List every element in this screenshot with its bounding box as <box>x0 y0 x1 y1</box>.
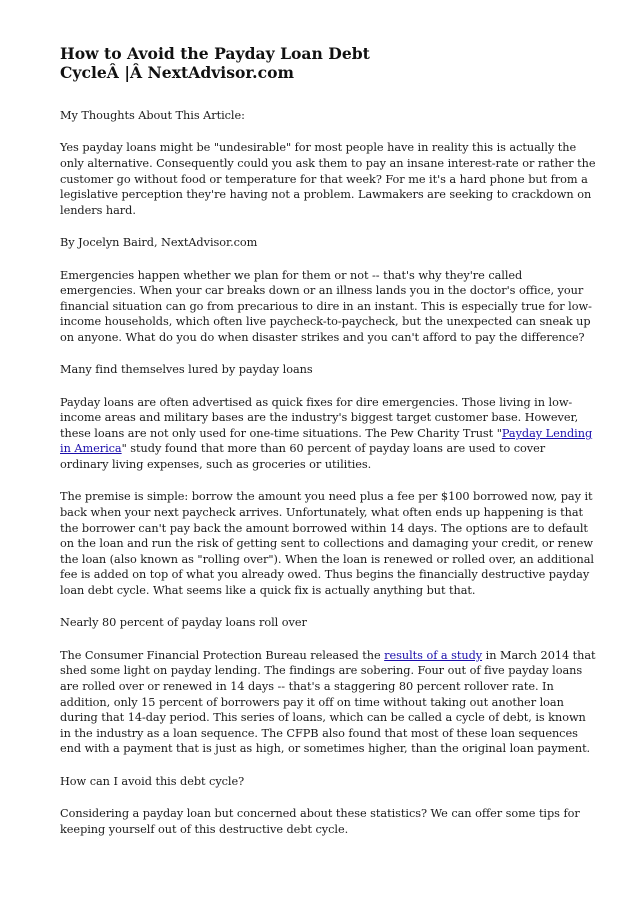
byline: By Jocelyn Baird, NextAdvisor.com <box>60 236 258 250</box>
study-results-link[interactable]: results of a study <box>384 648 483 662</box>
payday-lending-link[interactable]: Payday Lending in America <box>60 426 593 456</box>
paragraph-thoughts: Yes payday loans might be "undesirable" for most people have in reality this is actually the only alternative. Consequently could you ask them to pay an insane interest-rate or rather the customer go without food or temperature for that week? For me it's a hard phone but from a legislative perception they're having not a problem. Lawmakers are seeking to crackdown on lenders hard. <box>60 141 596 217</box>
paragraph-cfpb <box>60 648 596 757</box>
subheading-lured: Many find themselves lured by payday loans <box>60 363 313 377</box>
paragraph-text: Payday loans are often advertised as quick fixes for dire emergencies. Those living in low-income areas and military bases are the industry's biggest target customer base. However, these loans are not only used for one-time situations. The Pew Charity Trust " <box>60 395 579 440</box>
subheading-avoid: How can I avoid this debt cycle? <box>60 774 245 788</box>
page-title: How to Avoid the Payday Loan Debt CycleÂ |Â NextAdvisor.com <box>60 44 370 82</box>
subheading-rollover: Nearly 80 percent of payday loans roll over <box>60 616 307 630</box>
paragraph-premise: The premise is simple: borrow the amount you need plus a fee per $100 borrowed now, pay it back when your next paycheck arrives. Unfortunately, what often ends up happening is that the borrower can't pay back the amount borrowed within 14 days. The options are to default on the loan and run the risk of getting sent to collections and damaging your credit, or renew the loan (also known as "rolling over"). When the loan is renewed or rolled over, an additional fee is added on top of what you already owed. Thus begins the financially destructive payday loan debt cycle. What seems like a quick fix is actually anything but that. <box>60 490 594 598</box>
paragraph-thoughts-heading: My Thoughts About This Article: <box>60 109 245 122</box>
paragraph-advertised <box>60 395 596 473</box>
paragraph-tips: Considering a payday loan but concerned about these statistics? We can offer some tips for keeping yourself out of this destructive debt cycle. <box>60 807 580 836</box>
paragraph-text: The Consumer Financial Protection Bureau released the <box>60 648 385 662</box>
paragraph-text: in March 2014 that shed some light on payday lending. The findings are sobering. Four out of five payday loans are rolled over or renewed in 14 days -- that's a staggering 80 percent rollover rate. In addition, only 15 percent of borrowers pay it off on time without taking out another loan during that 14-day period. This series of loans, which can be called a cycle of debt, is known in the industry as a loan sequence. The CFPB also found that most of these loan sequences end with a payment that is just as high, or sometimes higher, than the original loan payment. <box>60 648 596 756</box>
paragraph-emergencies: Emergencies happen whether we plan for them or not -- that's why they're called emergencies. When your car breaks down or an illness lands you in the doctor's office, your financial situation can go from precarious to dire in an instant. This is especially true for low-income households, which often live paycheck-to-paycheck, but the unexpected can sneak up on anyone. What do you do when disaster strikes and you can't afford to pay the difference? <box>60 268 592 344</box>
paragraph-text: " study found that more than 60 percent of payday loans are used to cover ordinary living expenses, such as groceries or utilities. <box>60 442 546 472</box>
